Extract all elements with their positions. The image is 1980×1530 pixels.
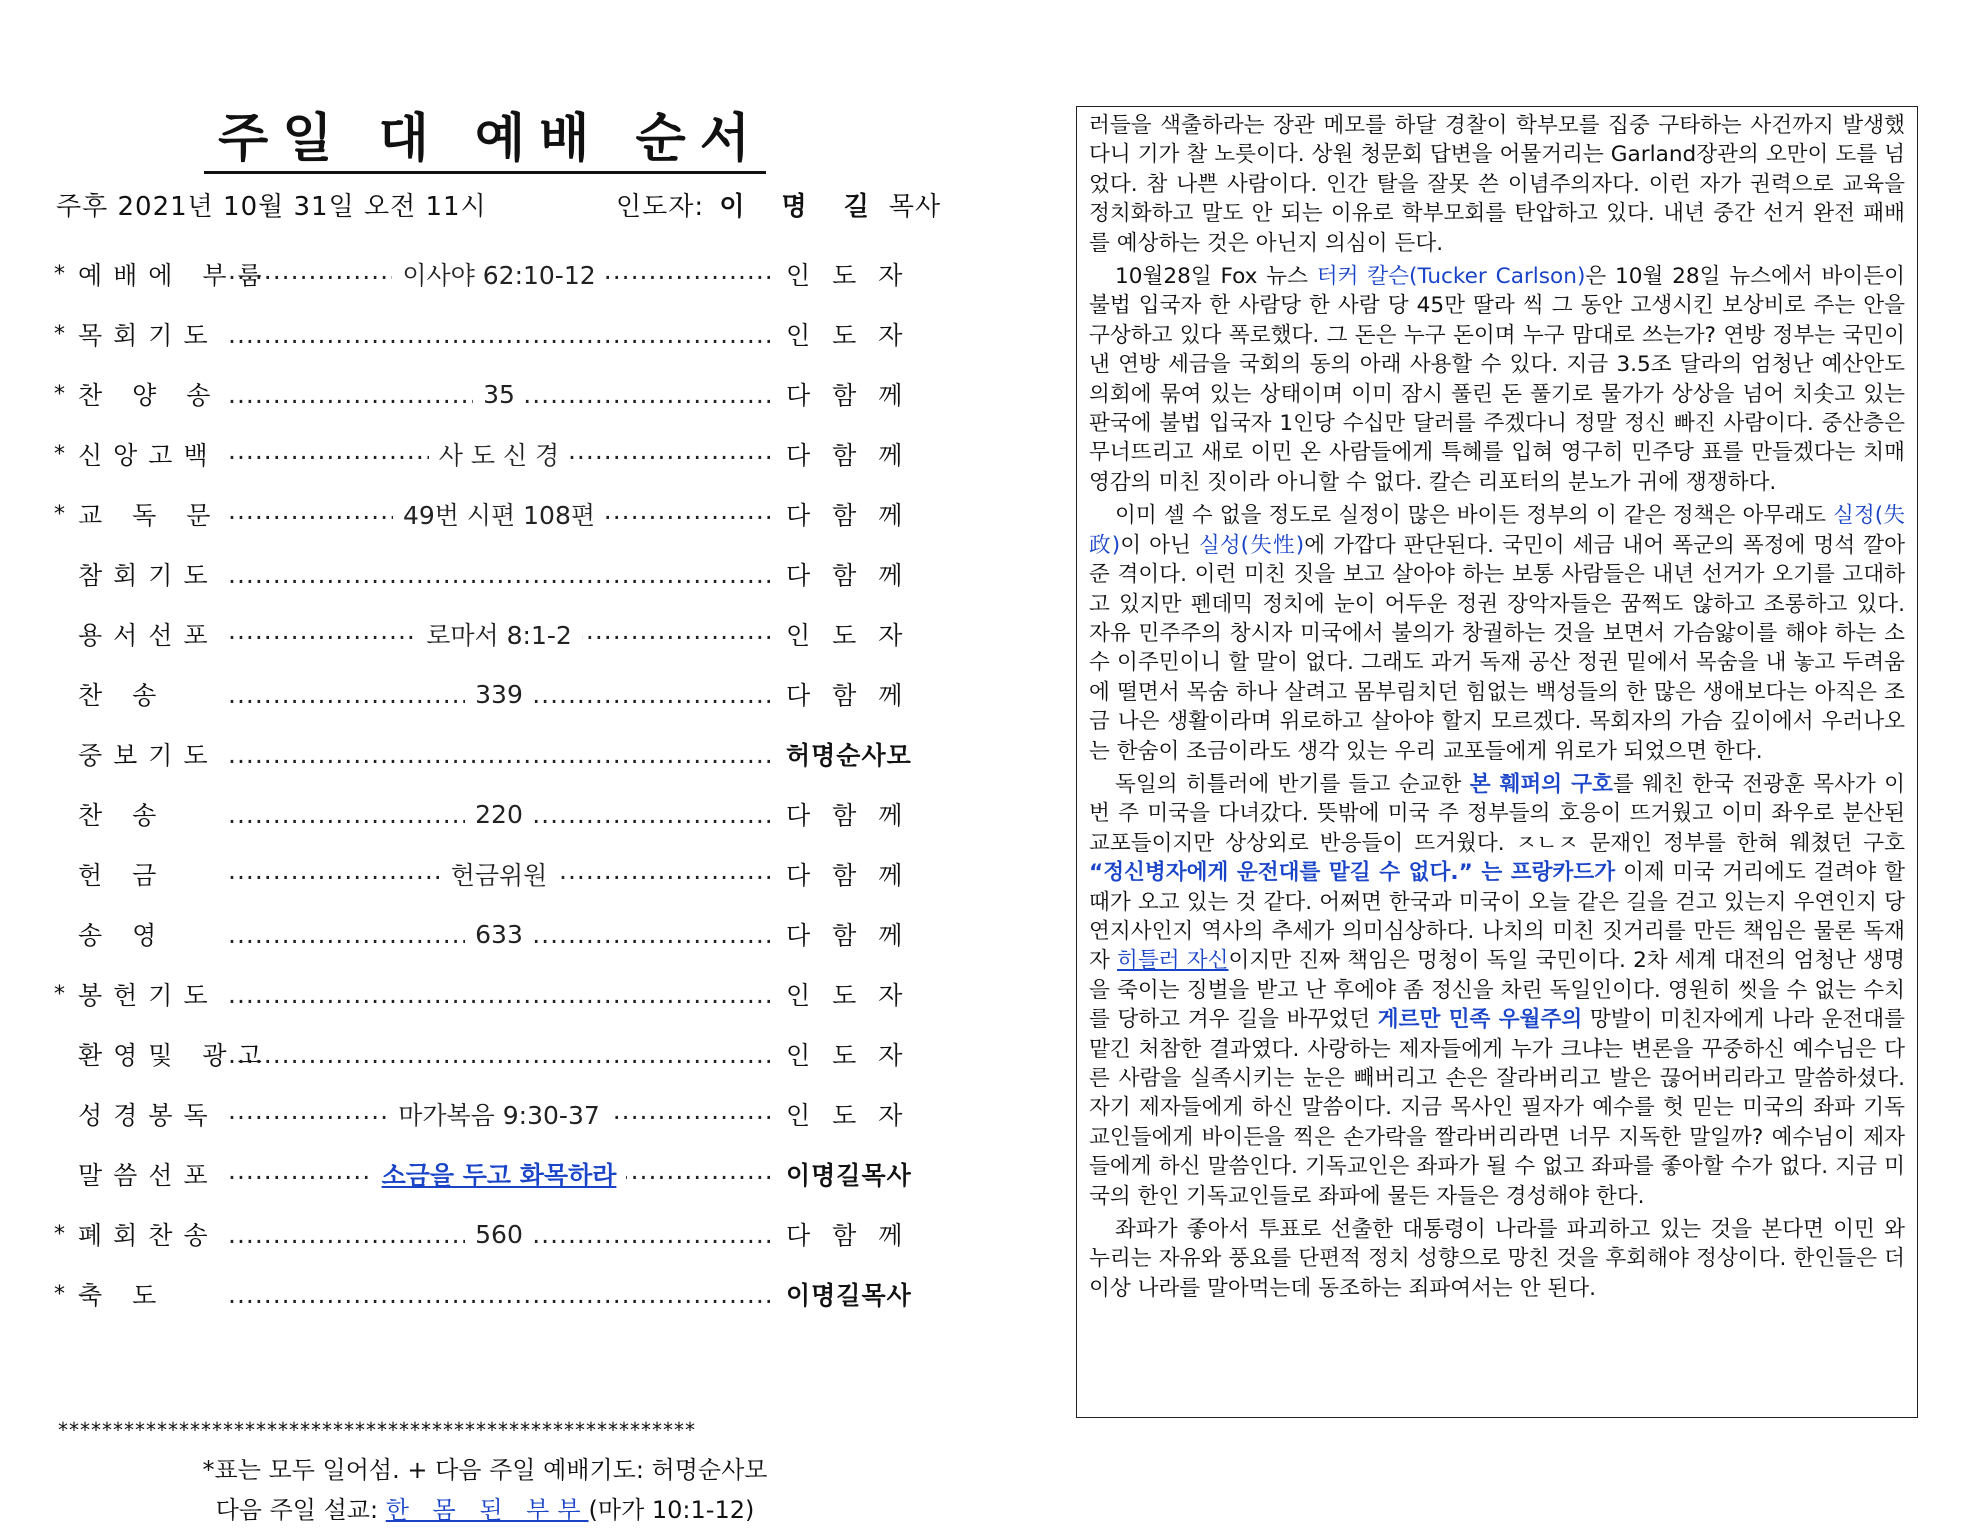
standing-mark: * (54, 321, 65, 347)
leader-dots (228, 320, 770, 349)
order-item: 220 (465, 800, 533, 829)
next-sermon-title: 한 몸 된 부부 (385, 1496, 589, 1524)
leader-name: 이 명 길 (719, 192, 883, 222)
order-label: 참회기도 (78, 561, 219, 590)
order-row (54, 1084, 925, 1144)
order-item: 로마서 8:1-2 (416, 621, 582, 650)
order-who: 이명길목사 (786, 1161, 912, 1190)
leader-dots (228, 560, 770, 589)
order-who: 다함께 (786, 861, 925, 890)
leader-dots (228, 1096, 770, 1132)
leader-dots (228, 920, 770, 949)
leader-dots (228, 256, 770, 292)
order-row (54, 424, 925, 484)
order-item: 35 (473, 380, 525, 409)
order-who: 이명길목사 (786, 1281, 912, 1310)
standing-mark: * (54, 261, 65, 287)
order-who: 인도자 (786, 1041, 925, 1070)
article-paragraph: 좌파가 좋아서 투표로 선출한 대통령이 나라를 파괴하고 있는 것을 본다면 이민 와 누리는 자유와 풍요를 단편적 정치 성향으로 망친 것을 후회해야 정상이다. 한인들은 더 이상 나라를 말아먹는데 동조하는 죄파여서는 안 된다. (1089, 1217, 1905, 1301)
order-label: 예배에 부름 (78, 261, 273, 290)
standing-mark: * (54, 981, 65, 1007)
order-row (54, 784, 925, 844)
standing-mark: * (54, 1281, 65, 1307)
leader-dots (228, 436, 770, 472)
order-label: 찬 송 (78, 681, 168, 710)
order-label: 송 영 (78, 921, 168, 950)
article-paragraph: 러들을 색출하라는 장관 메모를 하달 경찰이 학부모를 집중 구타하는 사건까지 발생했다니 기가 찰 노릇이다. 상원 청문회 답변을 어물거리는 Garland장관의 오만이 도를 넘었다. 참 나쁜 사람이다. 인간 탈을 잘못 쓴 이념주의자다. 이런 자가 권력으로 교육을 정치화하고 말도 안 되는 이유로 학부모회를 탄압하고 있다. 내년 중간 선거 완전 패배를 예상하는 것은 아닌지 의심이 든다. (1089, 113, 1905, 256)
order-row (54, 904, 925, 964)
article-paragraph: 독일의 히틀러에 반기를 들고 순교한 본 훼퍼의 구호를 웨친 한국 전광훈 목사가 이번 주 미국을 다녀갔다. 뜻밖에 미국 주 정부들의 호응이 뜨거웠고 이미 좌우로 분산된 교포들이지만 상상외로 반응들이 뜨거웠다. ㅈㄴㅈ 문재인 정부를 한혀 웨쳤던 구호 “정신병자에게 운전대를 맡길 수 없다.” 는 프랑카드가 이제 미국 거리에도 걸려야 할 때가 오고 있는 것 같다. 어쩌면 한국과 미국이 오늘 같은 길을 걷고 있는지 우연인지 당연지사인지 역사의 추세가 의미심상하다. 나치의 미친 짓거리를 만든 책임은 물론 독재자 히틀러 자신이지만 진짜 책임은 멍청이 독일 국민이다. 2차 세계 대전의 엄청난 생명을 죽이는 징벌을 받고 난 후에야 좀 정신을 차린 독일인이다. 영원히 씻을 수 없는 수치를 당하고 겨우 길을 바꾸었던 게르만 민족 우월주의 망발이 미친자에게 나라 운전대를 맡긴 처참한 결과였다. 사랑하는 제자들에게 누가 크냐는 변론을 꾸중하신 예수님은 다른 사람을 실족시키는 눈은 빼버리고 손은 잘라버리고 발은 끊어버리라고 말씀하셨다. 자기 제자들에게 하신 말씀이다. 지금 목사인 필자가 예수를 헛 믿는 미국의 좌파 기독교인들에게 바이든을 찍은 손가락을 짤라버리라면 너무 지독한 말일까? 예수님이 제자들에게 하신 말씀인다. 기독교인은 좌파가 될 수 없고 좌파를 좋아할 수가 없다. 지금 미국의 한인 기독교인들로 좌파에 물든 자들은 경성해야 한다. (1089, 771, 1906, 1209)
standing-mark: * (54, 441, 65, 467)
order-label: 축 도 (78, 1281, 168, 1310)
notes-line2: 다음 주일 설교: 한 몸 된 부부(마가 10:1-12) (215, 1496, 755, 1524)
standing-mark: * (54, 381, 65, 407)
order-who: 다함께 (786, 561, 925, 590)
order-label: 용서선포 (78, 621, 219, 650)
order-label: 환영및 광고 (78, 1041, 273, 1070)
order-who: 인도자 (786, 321, 925, 350)
order-row (54, 244, 925, 304)
leader-dots (228, 496, 770, 532)
service-meta (56, 186, 942, 223)
order-item: 이사야 62:10-12 (392, 261, 605, 290)
order-label: 찬 송 (78, 801, 168, 830)
order-item: 소금을 두고 화목하라 (372, 1161, 627, 1190)
order-row (54, 364, 925, 424)
divider-stars: ********************************************************** (58, 1418, 696, 1442)
order-label: 교 독 문 (78, 501, 222, 530)
order-who: 다함께 (786, 681, 925, 710)
standing-mark: * (54, 501, 65, 527)
order-who: 다함께 (786, 441, 925, 470)
order-who: 인도자 (786, 621, 925, 650)
order-item: 마가복음 9:30-37 (388, 1101, 610, 1130)
order-row (54, 304, 925, 364)
order-list (54, 244, 925, 1324)
notes-line1: *표는 모두 일어섬. + 다음 주일 예배기도: 허명순사모 (202, 1456, 768, 1484)
order-who: 다함께 (786, 381, 925, 410)
order-row (54, 844, 925, 904)
order-label: 중보기도 (78, 741, 219, 770)
leader-dots (228, 740, 770, 769)
order-who: 다함께 (786, 921, 925, 950)
order-row (54, 604, 925, 664)
order-who: 인도자 (786, 1101, 925, 1130)
order-item: 헌금위원 (441, 861, 558, 890)
order-who: 인도자 (786, 981, 925, 1010)
order-who: 인도자 (786, 261, 925, 290)
order-label: 성경봉독 (78, 1101, 219, 1130)
order-row (54, 1144, 916, 1204)
order-label: 말씀선포 (78, 1161, 219, 1190)
leader-dots (228, 800, 770, 829)
order-label: 목회기도 (78, 321, 219, 350)
order-row (54, 1024, 925, 1084)
service-date: 주후 2021년 10월 31일 오전 11시 (56, 192, 487, 222)
article-paragraph: 10월28일 Fox 뉴스 터커 칼슨(Tucker Carlson)은 10월 28일 뉴스에서 바이든이 불법 입국자 한 사람당 한 사람 당 45만 딸라 씩 그 동안 고생시킨 보상비로 주는 안을 구상하고 있다 폭로했다. 그 돈은 누구 돈이며 누구 맘대로 쓰는가? 연방 정부는 국민이 낸 연방 세금을 국회의 동의 아래 사용할 수 있다. 지금 3.5조 달라의 엄청난 예산안도 의회에 묶여 있는 상태이며 이미 잠시 풀린 돈 풀기로 물가가 상상을 넘어 치솟고 있는 판국에 불법 입국자 1인당 수십만 달러를 주겠다니 정말 정신 빠진 사람이다. 중산층은 무너뜨리고 새로 이민 온 사람들에게 특혜를 입혀 영구히 민주당 표를 만들겠다는 치매 영감의 미친 짓이라 아니할 수 없다. 칼슨 리포터의 분노가 귀에 쟁쟁하다. (1089, 264, 1905, 495)
leader-dots (228, 616, 770, 652)
leader-dots (228, 380, 770, 409)
order-item: 49번 시편 108편 (393, 501, 605, 530)
order-who: 허명순사모 (786, 741, 912, 770)
order-label: 폐회찬송 (78, 1221, 219, 1250)
order-who: 다함께 (786, 801, 925, 830)
order-item: 560 (465, 1220, 533, 1249)
order-row (54, 1204, 925, 1264)
leader-dots (228, 1156, 770, 1192)
leader-dots (228, 1280, 770, 1309)
leader-dots (228, 856, 770, 892)
leader-dots (228, 980, 770, 1009)
leader-dots (228, 1220, 770, 1249)
order-item: 633 (465, 920, 533, 949)
order-who: 다함께 (786, 501, 925, 530)
page-title: 주일 대 예배 순서 (54, 96, 916, 171)
standing-mark: * (54, 1221, 65, 1247)
worship-order-panel (54, 96, 942, 1524)
order-row (54, 964, 925, 1024)
leader-dots (228, 680, 770, 709)
order-label: 헌 금 (78, 861, 168, 890)
order-label: 봉헌기도 (78, 981, 219, 1010)
article-box (1076, 106, 1918, 1418)
order-row (54, 664, 925, 724)
order-who: 다함께 (786, 1221, 925, 1250)
leader: 인도자: 이 명 길 목사 (616, 192, 942, 222)
order-row (54, 484, 925, 544)
leader-dots (228, 1040, 770, 1069)
notes (54, 1450, 916, 1530)
order-row (54, 544, 925, 604)
order-item: 339 (465, 680, 533, 709)
order-row (54, 1264, 916, 1324)
article-paragraph: 이미 셀 수 없을 정도로 실정이 많은 바이든 정부의 이 같은 정책은 아무래도 실정(失政)이 아닌 실성(失性)에 가깝다 판단된다. 국민이 세금 내어 폭군의 폭정에 멍석 깔아 준 격이다. 이런 미친 짓을 보고 살아야 하는 보통 사람들은 내년 선거가 오기를 고대하고 있지만 펜데믹 정치에 눈이 어두운 정권 장악자들은 꿈쩍도 않하고 조롱하고 있다. 자유 민주주의 창시자 미국에서 불의가 창궐하는 것을 보면서 가슴앓이를 해야 하는 소수 이주민이니 할 말이 없다. 그래도 과거 독재 공산 정권 밑에서 목숨을 내 놓고 두려움에 떨면서 목숨 하나 살려고 몸부림치던 힘없는 백성들의 한 많은 생애보다는 아직은 조금 나은 생활이라며 위로하고 살아야 할지 모르겠다. 목회자의 가슴 깊이에서 우러나오는 한숨이 조금이라도 생각 있는 우리 교포들에게 위로가 되었으면 한다. (1089, 503, 1906, 764)
order-label: 신앙고백 (78, 441, 219, 470)
order-item: 사 도 신 경 (429, 441, 569, 470)
order-label: 찬 양 송 (78, 381, 222, 410)
order-row (54, 724, 916, 784)
